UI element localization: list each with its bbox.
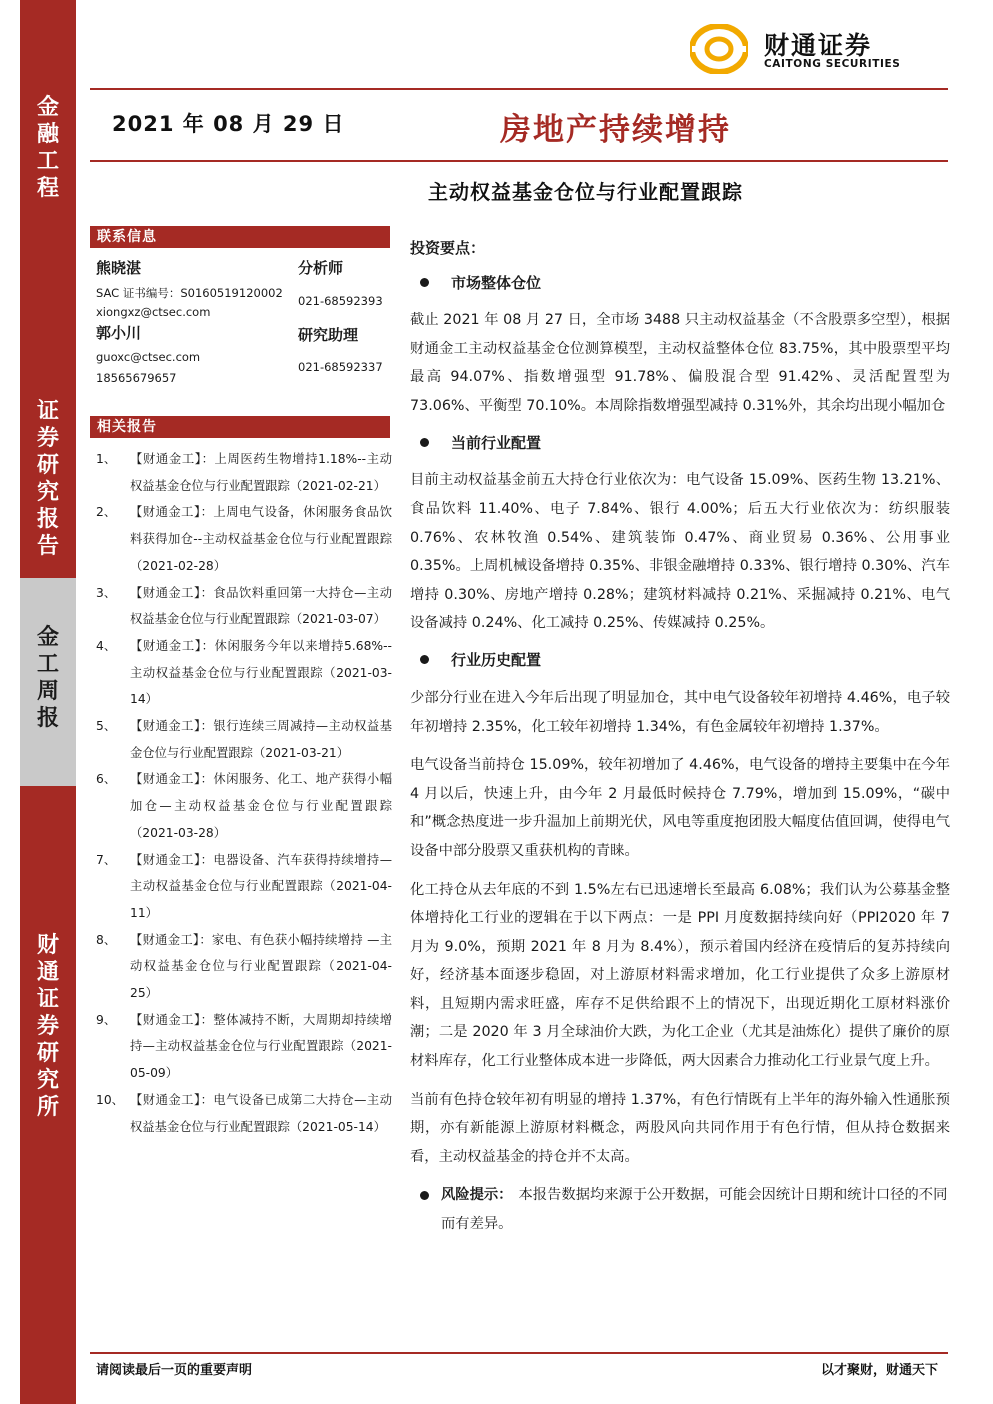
side-label-weekly-report: 金 工 周 报	[36, 624, 59, 731]
assistant-name: 郭小川	[96, 324, 142, 342]
section-industry-history: 行业历史配置	[410, 648, 950, 672]
related-report-item[interactable]: 6、 【财通金工】：休闲服务、化工、地产获得小幅加仓—主动权益基金仓位与行业配置跟踪（2021-03-28）	[96, 772, 392, 840]
industry-history-text-1: 少部分行业在进入今年后出现了明显加仓，其中电气设备较年初增持 4.46%，电子较年初增持 2.35%，化工较年初增持 1.34%，有色金属较年初增持 1.37%。	[410, 689, 950, 735]
related-report-item[interactable]: 10、 【财通金工】：电气设备已成第二大持仓—主动权益基金仓位与行业配置跟踪（2021-05-14）	[96, 1092, 392, 1134]
footer-rule	[90, 1352, 948, 1354]
related-reports-list	[96, 446, 392, 1140]
analyst-phone: 021-68592393	[298, 294, 383, 308]
market-position-text: 截止 2021 年 08 月 27 日，全市场 3488 只主动权益基金（不含股票多空型），根据财通金工主动权益基金仓位测算模型，主动权益整体仓位 83.75%，其中股票型平均最高 94.07%、指数增强型 91.78%、偏股混合型 91.42%、灵活配置型为 73.06%、平衡型 70.10%。本周除指数增强型减持 0.31%外，其余均出现小幅加仓	[410, 312, 950, 414]
industry-history-text-2: 电气设备当前持仓 15.09%，较年初增加了 4.46%，电气设备的增持主要集中在今年 4 月以后，快速上升，由今年 2 月最低时候持仓 7.79%，增加到 15.09%，“碳中和”概念热度进一步升温加上前期光伏，风电等重度抱团股大幅度估值回调，使得电气设备中部分股票又重获机构的青睐。	[410, 757, 950, 859]
logo-text-cn: 财通证券	[764, 31, 873, 60]
bullet-icon	[420, 655, 429, 664]
section-market-position: 市场整体仓位	[410, 270, 950, 294]
related-reports-header: 相关报告	[90, 416, 390, 438]
industry-history-text-4: 当前有色持仓较年初有明显的增持 1.37%，有色行情既有上半年的海外输入性通胀预期，亦有新能源上游原材料概念，两股风向共同作用于有色行情，但从持仓数据来看，主动权益基金的持仓并不太高。	[410, 1091, 950, 1165]
analyst-name: 熊晓湛	[96, 259, 142, 277]
analyst-role: 分析师	[298, 259, 344, 277]
footer-slogan: 以才聚财，财通天下	[820, 1363, 938, 1378]
related-report-item[interactable]: 9、 【财通金工】：整体减持不断，大周期却持续增持—主动权益基金仓位与行业配置跟踪（2021-05-09）	[96, 1012, 392, 1081]
bullet-icon	[420, 438, 429, 447]
logo-text-en: CAITONG SECURITIES	[764, 58, 901, 70]
assistant-mobile: 18565679657	[96, 371, 177, 385]
report-subtitle: 主动权益基金仓位与行业配置跟踪	[428, 180, 743, 204]
related-report-item[interactable]: 5、 【财通金工】：银行连续三周减持—主动权益基金仓位与行业配置跟踪（2021-03-21）	[96, 719, 392, 760]
assistant-email[interactable]: guoxc@ctsec.com	[96, 350, 201, 364]
footer-disclaimer-note: 请阅读最后一页的重要声明	[96, 1363, 253, 1378]
side-label-research-report: 证 券 研 究 报 告	[36, 398, 59, 559]
side-label-financial-engineering: 金 融 工 程	[36, 94, 59, 201]
summary-label: 投资要点：	[410, 239, 486, 257]
related-report-item[interactable]: 7、 【财通金工】：电器设备、汽车获得持续增持—主动权益基金仓位与行业配置跟踪（2021-04-11）	[96, 852, 392, 920]
related-report-item[interactable]: 4、 【财通金工】：休闲服务今年以来增持5.68%--主动权益基金仓位与行业配置跟踪（2021-03-14）	[96, 638, 392, 707]
bullet-icon	[420, 278, 429, 287]
risk-text: 本报告数据均来源于公开数据，可能会因统计日期和统计口径的不同而有差异。	[441, 1187, 948, 1233]
report-date: 2021 年 08 月 29 日	[112, 112, 345, 136]
investment-summary	[410, 232, 950, 1239]
assistant-phone: 021-68592337	[298, 360, 383, 374]
assistant-role: 研究助理	[298, 326, 359, 344]
section-current-industry: 当前行业配置	[410, 430, 950, 454]
related-report-item[interactable]: 1、 【财通金工】：上周医药生物增持1.18%--主动权益基金仓位与行业配置跟踪（2021-02-21）	[96, 452, 392, 493]
industry-history-text-3: 化工持仓从去年底的不到 1.5%左右已迅速增长至最高 6.08%；我们认为公募基金整体增持化工行业的逻辑在于以下两点：一是 PPI 月度数据持续向好（PPI2020 年 7 月为 9.0%，预期 2021 年 8 月为 8.4%），预示着国内经济在疫情后的复苏持续向好，经济基本面逐步稳固，对上游原材料需求增加，化工行业提供了众多上游原材料，且短期内需求旺盛，库存不足供给跟不上的情况下，出现近期化工原材料涨价潮；二是 2020 年 3 月全球油价大跌，为化工企业（尤其是油炼化）提供了廉价的原材料库存，化工行业整体成本进一步降低，两大因素合力推动化工行业景气度上升。	[410, 881, 950, 1070]
risk-label: 风险提示：	[441, 1187, 513, 1204]
analyst-email[interactable]: xiongxz@ctsec.com	[96, 305, 211, 319]
related-report-item[interactable]: 3、 【财通金工】：食品饮料重回第一大持仓—主动权益基金仓位与行业配置跟踪（2021-03-07）	[96, 585, 392, 627]
risk-warning	[410, 1181, 950, 1238]
contacts-header: 联系信息	[90, 226, 390, 248]
header-bottom-rule	[90, 160, 948, 162]
report-title: 房地产持续增持	[500, 112, 731, 148]
header-top-rule	[90, 88, 948, 90]
related-report-item[interactable]: 2、 【财通金工】：上周电气设备，休闲服务食品饮料获得加仓--主动权益基金仓位与行业配置跟踪（2021-02-28）	[96, 505, 392, 573]
company-logo	[690, 22, 930, 78]
side-label-institute: 财 通 证 券 研 究 所	[36, 932, 59, 1120]
bullet-icon	[420, 1191, 429, 1200]
related-report-item[interactable]: 8、 【财通金工】：家电、有色获小幅持续增持 —主动权益基金仓位与行业配置跟踪（2021-04-25）	[96, 932, 392, 1001]
side-band	[20, 0, 76, 1404]
logo-mark-icon	[690, 24, 748, 74]
analyst-sac-number: SAC 证书编号：S0160519120002	[96, 286, 283, 300]
current-industry-text: 目前主动权益基金前五大持仓行业依次为：电气设备 15.09%、医药生物 13.21%、食品饮料 11.40%、电子 7.84%、银行 4.00%；后五大行业依次为：纺织服装 0.76%、农林牧渔 0.54%、建筑装饰 0.47%、商业贸易 0.36%、公用事业 0.35%。上周机械设备增持 0.35%、非银金融增持 0.33%、银行增持 0.30%、汽车增持 0.30%、房地产增持 0.28%；建筑材料减持 0.21%、采掘减持 0.21%、电气设备减持 0.24%、化工减持 0.25%、传媒减持 0.25%。	[410, 472, 950, 632]
